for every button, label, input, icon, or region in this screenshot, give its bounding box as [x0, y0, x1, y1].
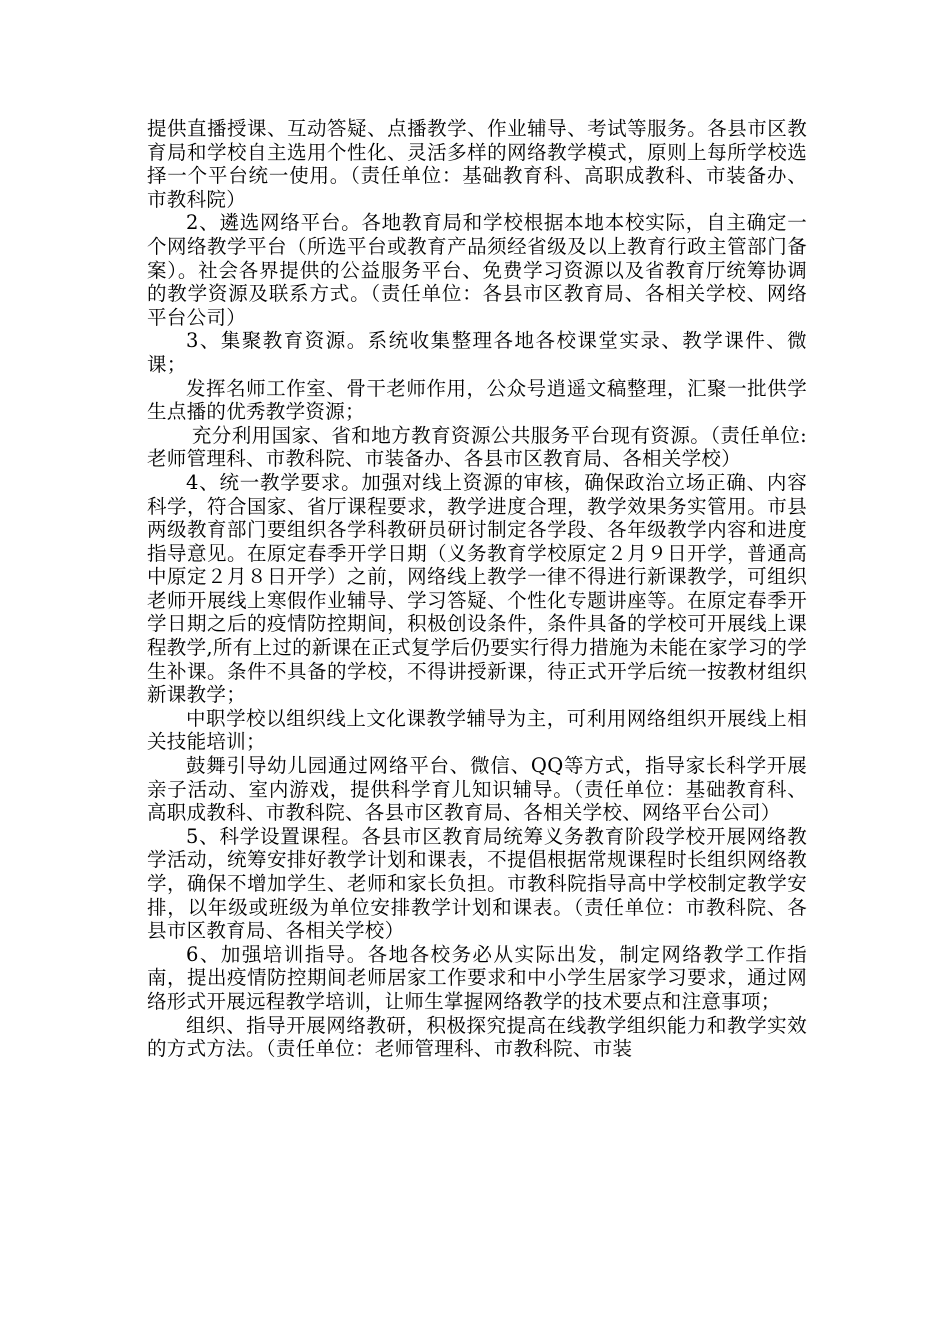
- paragraph-online-research: 组织、指导开展网络教研，积极探究提高在线教学组织能力和教学实效的方式方法。（责任单位：老师管理科、市教科院、市装: [147, 1013, 807, 1061]
- paragraph-vocational-schools: 中职学校以组织线上文化课教学辅导为主，可利用网络组织开展线上相关技能培训；: [147, 706, 807, 754]
- document-body: [147, 117, 807, 1061]
- paragraph-course-setting: 5、科学设置课程。各县市区教育局统筹义务教育阶段学校开展网络教学活动，统筹安排好教学计划和课表，不提倡根据常规课程时长组织网络教学，确保不增加学生、老师和家长负担。市教科院指导高中学校制定教学安排，以年级或班级为单位安排教学计划和课表。（责任单位：市教科院、各县市区教育局、各相关学校）: [147, 824, 807, 943]
- paragraph-platform-services: 提供直播授课、互动答疑、点播教学、作业辅导、考试等服务。各县市区教育局和学校自主选用个性化、灵活多样的网络教学模式，原则上每所学校选择一个平台统一使用。（责任单位：基础教育科、高职成教科、市装备办、市教科院）: [147, 117, 807, 211]
- paragraph-kindergartens: 鼓舞引导幼儿园通过网络平台、微信、QQ等方式，指导家长科学开展亲子活动、室内游戏，提供科学育儿知识辅导。（责任单位：基础教育科、高职成教科、市教科院、各县市区教育局、各相关学校、网络平台公司）: [147, 754, 807, 825]
- paragraph-select-platform: 2、遴选网络平台。各地教育局和学校根据本地本校实际，自主确定一个网络教学平台（所选平台或教育产品须经省级及以上教育行政主管部门备案）。社会各界提供的公益服务平台、免费学习资源以及省教育厅统筹协调的教学资源及联系方式。（责任单位：各县市区教育局、各相关学校、网络平台公司）: [147, 211, 807, 329]
- paragraph-unified-requirements: 4、统一教学要求。加强对线上资源的审核，确保政治立场正确、内容科学，符合国家、省厅课程要求，教学进度合理，教学效果务实管用。市县两级教育部门要组织各学科教研员研讨制定各学段、各年级教学内容和进度指导意见。在原定春季开学日期（义务教育学校原定２月９日开学，普通高中原定２月８日开学）之前，网络线上教学一律不得进行新课教学，可组织老师开展线上寒假作业辅导、学习答疑、个性化专题讲座等。在原定春季开学日期之后的疫情防控期间，积极创设条件，条件具备的学校可开展线上课程教学,所有上过的新课在正式复学后仍要实行得力措施为未能在家学习的学生补课。条件不具备的学校，不得讲授新课，待正式开学后统一按教材组织新课教学；: [147, 470, 807, 707]
- paragraph-famous-teachers: 发挥名师工作室、骨干老师作用，公众号逍遥文稿整理，汇聚一批供学生点播的优秀教学资源；: [147, 376, 807, 424]
- paragraph-training-guidance: 6、加强培训指导。各地各校务必从实际出发，制定网络教学工作指南，提出疫情防控期间老师居家工作要求和中小学生居家学习要求，通过网络形式开展远程教学培训，让师生掌握网络教学的技术要点和注意事项；: [147, 942, 807, 1013]
- paragraph-public-platforms: 充分利用国家、省和地方教育资源公共服务平台现有资源。（责任单位:老师管理科、市教科院、市装备办、各县市区教育局、各相关学校）: [147, 423, 807, 471]
- paragraph-gather-resources: 3、集聚教育资源。系统收集整理各地各校课堂实录、教学课件、微课；: [147, 329, 807, 376]
